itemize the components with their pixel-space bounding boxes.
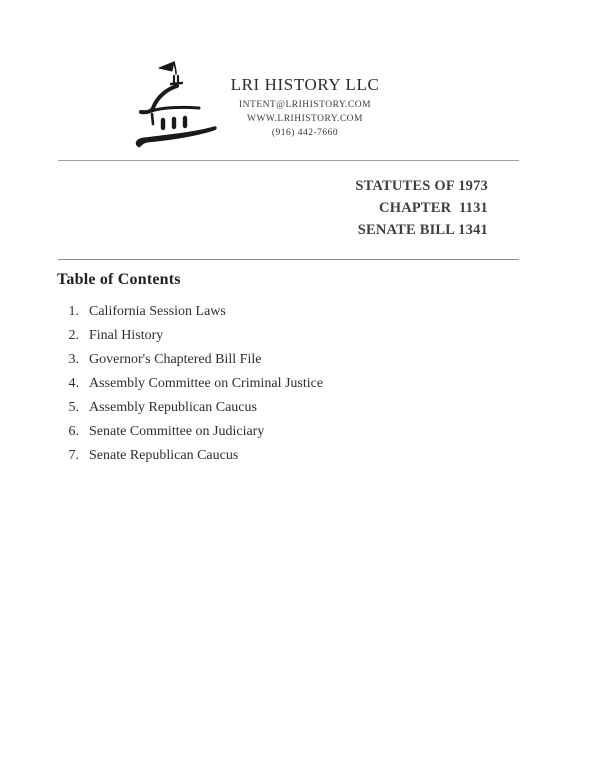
letterhead <box>200 74 410 140</box>
toc-item <box>66 396 323 420</box>
toc-item-label: California Session Laws <box>89 304 226 319</box>
toc-item <box>66 444 323 468</box>
reference-line-bill: SENATE BILL 1341 <box>357 222 488 238</box>
toc-item-label: Assembly Committee on Criminal Justice <box>89 376 324 391</box>
toc-item-label: Governor's Chaptered Bill File <box>89 352 262 367</box>
toc-item <box>66 372 323 396</box>
toc-item-number: 5. <box>68 400 79 415</box>
toc-item-label: Senate Republican Caucus <box>89 448 239 463</box>
header-divider <box>58 160 519 161</box>
content-divider <box>58 259 519 260</box>
toc-item-number: 4. <box>68 376 79 391</box>
reference-line-chapter: CHAPTER 1131 <box>379 200 488 216</box>
toc-item <box>66 420 323 444</box>
toc-item <box>66 300 323 324</box>
reference-line-statutes: STATUTES OF 1973 <box>355 178 488 194</box>
toc-item-label: Senate Committee on Judiciary <box>89 424 265 439</box>
toc-item <box>66 324 323 348</box>
toc-item <box>66 348 323 372</box>
toc-item-label: Final History <box>89 328 164 343</box>
toc-item-number: 7. <box>68 448 79 463</box>
toc-item-label: Assembly Republican Caucus <box>89 400 257 415</box>
toc-list <box>66 300 323 468</box>
statute-reference-block <box>355 175 488 241</box>
toc-title: Table of Contents <box>57 271 181 288</box>
company-phone: (916) 442-7660 <box>271 128 339 138</box>
toc-item-number: 6. <box>68 424 79 439</box>
toc-item-number: 1. <box>68 304 79 319</box>
toc-item-number: 3. <box>68 352 79 367</box>
company-name: LRI HISTORY LLC <box>230 75 380 94</box>
company-email: INTENT@LRIHISTORY.COM <box>238 100 372 110</box>
company-website: WWW.LRIHISTORY.COM <box>247 114 363 124</box>
toc-item-number: 2. <box>68 328 79 343</box>
